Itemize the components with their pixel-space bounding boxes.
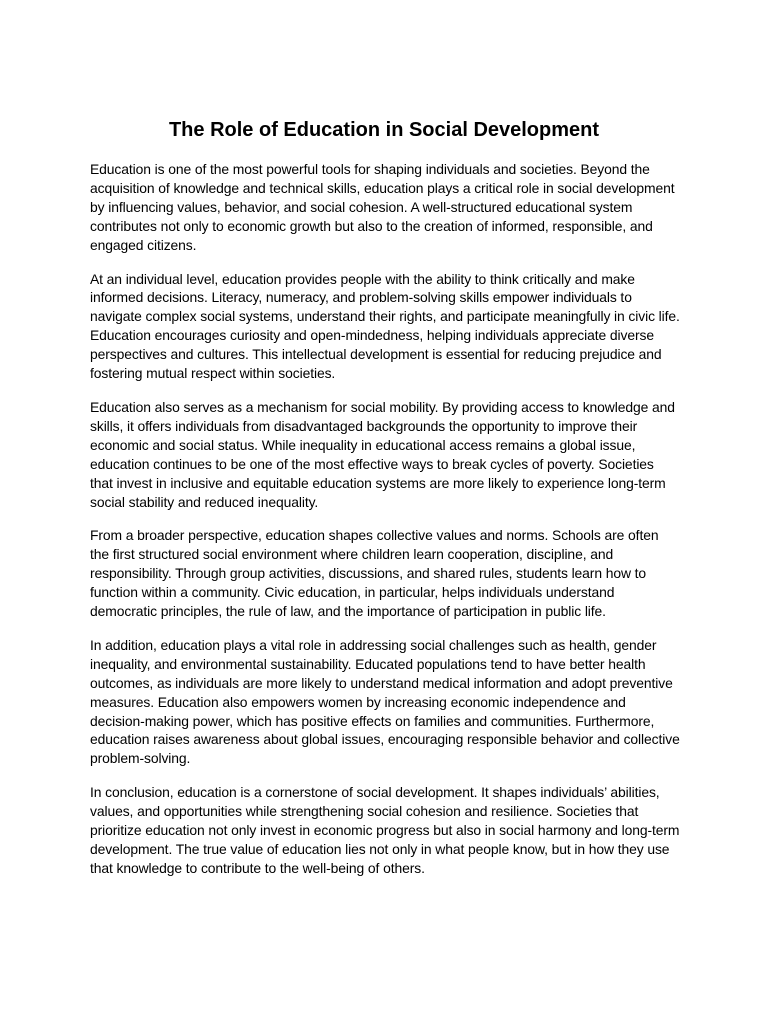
paragraph-individual-level: At an individual level, education provides people with the ability to think critically and make informed decisions. Literacy, numeracy, and problem-solving skills empower individuals to navigate complex social systems, understand their rights, and participate meaningfully in civic life. Education encourages curiosity and open-mindedness, helping individuals appreciate diverse perspectives and cultures. This intellectual development is essential for reducing prejudice and fostering mutual respect within societies. — [90, 270, 680, 382]
paragraph-social-challenges: In addition, education plays a vital role in addressing social challenges such as health, gender inequality, and environmental sustainability. Educated populations tend to have better health outcomes, as individuals are more likely to understand medical information and adopt preventive measures. Education also empowers women by increasing economic independence and decision-making power, which has positive effects on families and communities. Furthermore, education raises awareness about global issues, encouraging responsible behavior and collective problem-solving. — [90, 636, 680, 767]
paragraph-conclusion: In conclusion, education is a cornerstone of social development. It shapes individuals’ abilities, values, and opportunities while strengthening social cohesion and resilience. Societies that prioritize education not only invest in economic progress but also in social harmony and long-term development. The true value of education lies not only in what people know, but in how they use that knowledge to contribute to the well-being of others. — [90, 784, 680, 876]
paragraph-collective-values: From a broader perspective, education shapes collective values and norms. Schools are often the first structured social environment where children learn cooperation, discipline, and responsibility. Through group activities, discussions, and shared rules, students learn how to function within a community. Civic education, in particular, helps individuals understand democratic principles, the rule of law, and the importance of participation in public life. — [90, 527, 659, 620]
paragraph-social-mobility: Education also serves as a mechanism for social mobility. By providing access to knowledge and skills, it offers individuals from disadvantaged backgrounds the opportunity to improve their economic and social status. While inequality in educational access remains a global issue, education continues to be one of the most effective ways to break cycles of poverty. Societies that invest in inclusive and equitable education systems are more likely to experience long-term social stability and reduced inequality. — [90, 398, 675, 510]
paragraph-introduction: Education is one of the most powerful tools for shaping individuals and societies. Beyond the acquisition of knowledge and technical skills, education plays a critical role in social development by influencing values, behavior, and social cohesion. A well-structured educational system contributes not only to economic growth but also to the creation of informed, responsible, and engaged citizens. — [90, 161, 675, 253]
document-body — [90, 160, 680, 893]
document-title: The Role of Education in Social Development — [168, 119, 600, 141]
